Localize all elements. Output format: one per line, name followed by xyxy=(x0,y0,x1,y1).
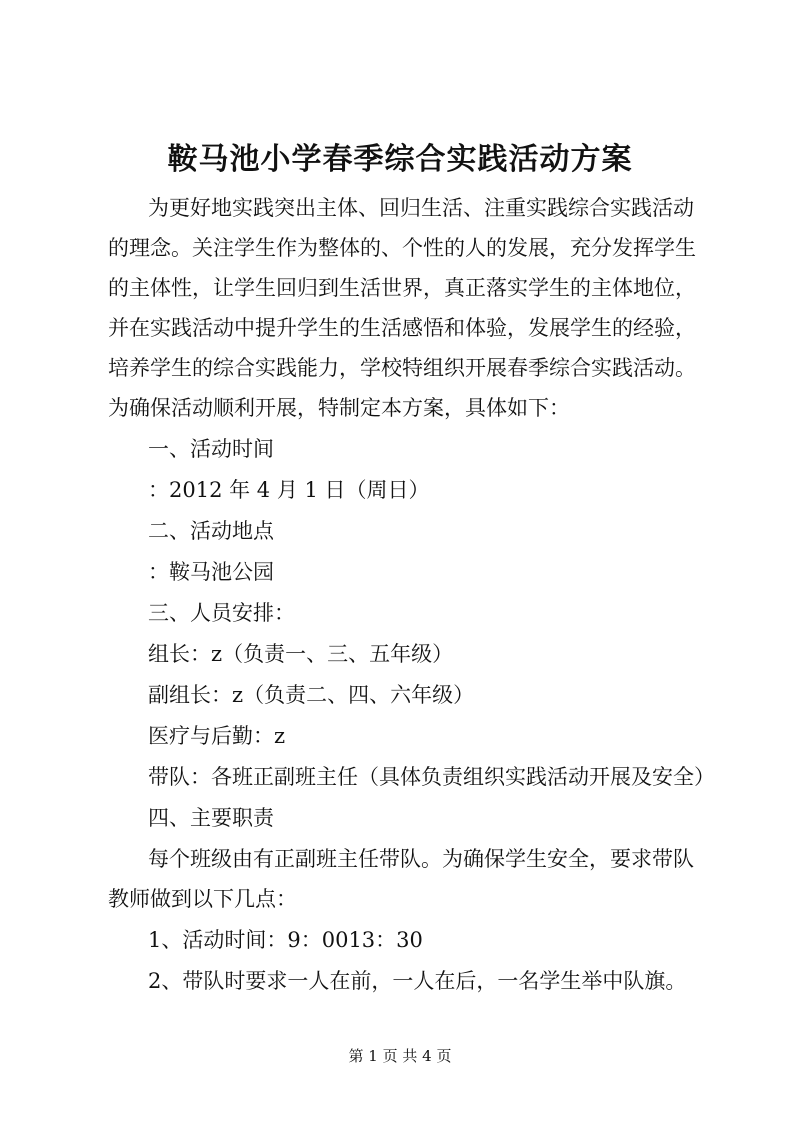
paragraph-line: 1、活动时间：9：0013：30 xyxy=(148,928,423,952)
paragraph-line: 组长：z（负责一、三、五年级） xyxy=(148,642,454,666)
paragraph-line: 每个班级由有正副班主任带队。为确保学生安全，要求带队 xyxy=(148,847,694,871)
paragraph-line: 的主体性，让学生回归到生活世界，真正落实学生的主体地位， xyxy=(108,276,696,300)
paragraph-line: 并在实践活动中提升学生的生活感悟和体验，发展学生的经验， xyxy=(108,316,696,340)
paragraph-line: 带队：各班正副班主任（具体负责组织实践活动开展及安全） xyxy=(148,765,715,789)
paragraph-line: 2、带队时要求一人在前，一人在后，一名学生举中队旗。 xyxy=(148,969,687,993)
section-heading: 四、主要职责 xyxy=(148,806,274,830)
paragraph-line: 副组长：z（负责二、四、六年级） xyxy=(148,683,475,707)
paragraph-line: ：2012 年 4 月 1 日（周日） xyxy=(148,478,430,502)
paragraph-line: 为确保活动顺利开展，特制定本方案，具体如下： xyxy=(108,396,570,420)
paragraph-line: 为更好地实践突出主体、回归生活、注重实践综合实践活动 xyxy=(148,196,694,220)
section-heading: 一、活动时间 xyxy=(148,437,274,461)
document-title: 鞍马池小学春季综合实践活动方案 xyxy=(167,142,633,177)
paragraph-line: 的理念。关注学生作为整体的、个性的人的发展，充分发挥学生 xyxy=(108,236,696,260)
paragraph-line: 培养学生的综合实践能力，学校特组织开展春季综合实践活动。 xyxy=(108,356,696,380)
page-footer: 第 1 页 共 4 页 xyxy=(348,1047,452,1065)
section-heading: 二、活动地点 xyxy=(148,519,274,543)
section-heading: 三、人员安排： xyxy=(148,601,295,625)
paragraph-line: 教师做到以下几点： xyxy=(108,887,297,911)
paragraph-line: ：鞍马池公园 xyxy=(148,560,274,584)
paragraph-line: 医疗与后勤：z xyxy=(148,724,286,748)
